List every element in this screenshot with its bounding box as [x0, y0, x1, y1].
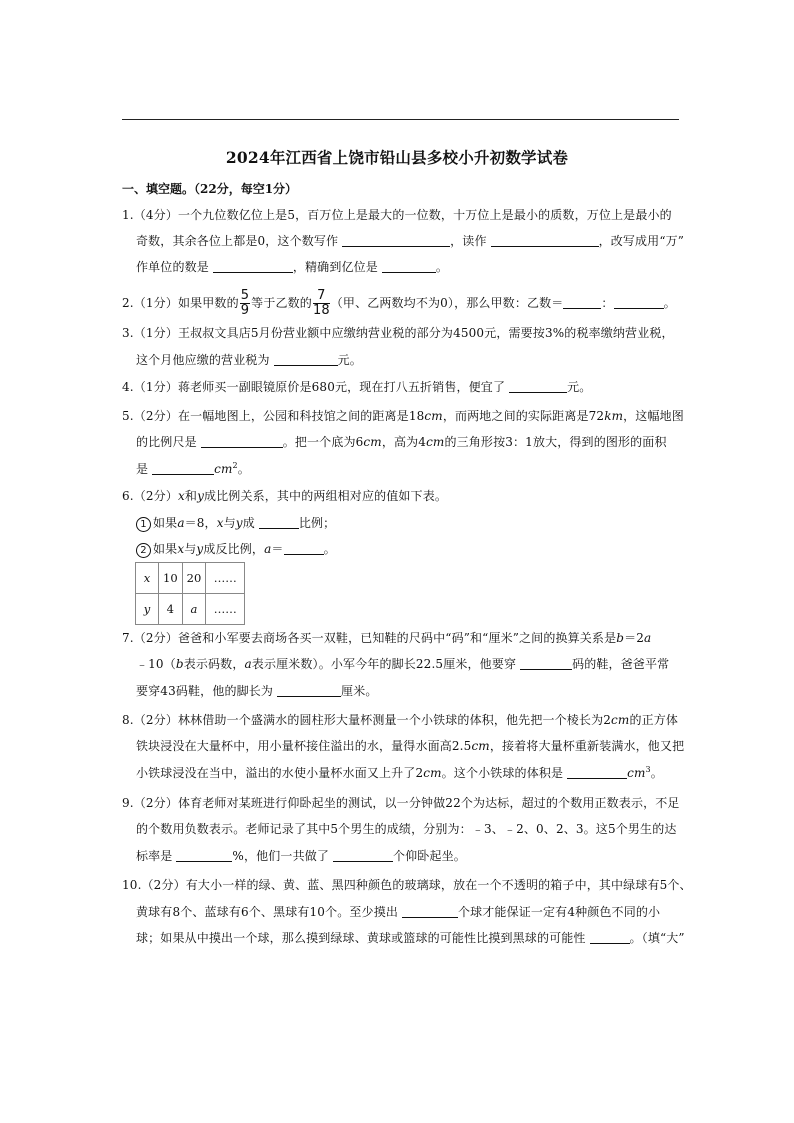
table-row [136, 594, 245, 625]
question-4: 4.（1分）蒋老师买一副眼镜原价是680元，现在打八五折销售，便宜了 元。 [122, 380, 592, 394]
table-cell: a [182, 594, 206, 625]
table-cell: …… [206, 563, 245, 594]
answer-blank[interactable] [274, 353, 338, 366]
answer-blank[interactable] [402, 905, 458, 918]
answer-blank[interactable] [520, 657, 572, 670]
answer-blank[interactable] [563, 296, 601, 309]
question-1-line-2: 奇数，其余各位上都是0，这个数写作 ，读作 ，改写成用“万” [136, 234, 685, 248]
table-cell: …… [206, 594, 245, 625]
question-6-line-1: 6.（2分）x和y成比例关系，其中的两组相对应的值如下表。 [122, 489, 448, 503]
header-rule [122, 119, 679, 120]
question-7-line-1: 7.（2分）爸爸和小军要去商场各买一双鞋，已知鞋的尺码中“码”和“厘米”之间的换算关系是b＝2a [122, 631, 652, 645]
question-10-line-3: 球；如果从中摸出一个球，那么摸到绿球、黄球或篮球的可能性比摸到黑球的可能性 。（填“大” [136, 931, 685, 945]
table-cell: 20 [182, 563, 206, 594]
question-10-line-1: 10.（2分）有大小一样的绿、黄、蓝、黑四种颜色的玻璃球，放在一个不透明的箱子中，其中绿球有5个、 [122, 878, 692, 892]
answer-blank[interactable] [342, 234, 450, 247]
answer-blank[interactable] [213, 260, 293, 273]
question-7-line-3: 要穿43码鞋，他的脚长为 厘米。 [136, 684, 378, 698]
answer-blank[interactable] [284, 542, 324, 555]
question-8-line-1: 8.（2分）林林借助一个盛满水的圆柱形大量杯测量一个小铁球的体积，他先把一个棱长为2cm的正方体 [122, 713, 679, 727]
fraction-5-9: $\frac{5}{9}$ [240, 288, 250, 318]
section-heading: 一、填空题。（22分，每空1分） [122, 182, 298, 196]
table-cell: y [136, 594, 159, 625]
circled-number-2: 2 [136, 543, 151, 558]
question-5-line-2: 的比例尺是 。把一个底为6cm，高为4cm的三角形按3：1放大，得到的图形的面积 [136, 435, 667, 449]
answer-blank[interactable] [176, 849, 232, 862]
table-cell: x [136, 563, 159, 594]
question-1-line-3: 作单位的数是 ，精确到亿位是 。 [136, 260, 449, 274]
answer-blank[interactable] [614, 296, 664, 309]
question-8-line-2: 铁块浸没在大量杯中，用小量杯接住溢出的水，量得水面高2.5cm，接着将大量杯重新装满水，他又把 [136, 739, 685, 753]
answer-blank[interactable] [491, 234, 599, 247]
question-2: 2.（1分）如果甲数的 $\frac{5}{9}$ 等于乙数的 $\frac{7}{18}$ （甲、乙两数均不为0），那么甲数：乙数＝ ： 。 [122, 288, 676, 318]
question-6-sub-1: 1 如果a＝8，x与y成 比例； [136, 515, 335, 532]
answer-blank[interactable] [277, 684, 341, 697]
answer-blank[interactable] [259, 516, 299, 529]
question-9-line-2: 的个数用负数表示。老师记录了其中5个男生的成绩，分别为：﹣3、﹣2、0、2、3。这5个男生的达 [136, 822, 677, 836]
question-1-line-1: 1.（4分）一个九位数亿位上是5，百万位上是最大的一位数，十万位上是最小的质数，万位上是最小的 [122, 208, 672, 222]
answer-blank[interactable] [382, 260, 436, 273]
page-title: 2024年江西省上饶市铅山县多校小升初数学试卷 [225, 148, 569, 167]
answer-blank[interactable] [567, 766, 627, 779]
question-10-line-2: 黄球有8个、蓝球有6个、黑球有10个。至少摸出 个球才能保证一定有4种颜色不同的小 [136, 905, 661, 919]
answer-blank[interactable] [509, 380, 567, 393]
question-5-line-1: 5.（2分）在一幅地图上，公园和科技馆之间的距离是18cm，而两地之间的实际距离是72km，这幅地图 [122, 409, 684, 423]
answer-blank[interactable] [590, 931, 630, 944]
answer-blank[interactable] [152, 462, 214, 475]
question-9-line-3: 标率是 %，他们一共做了 个仰卧起坐。 [136, 849, 466, 863]
xy-value-table [135, 562, 245, 625]
table-cell: 4 [159, 594, 183, 625]
question-7-line-2: ﹣10（b表示码数，a表示厘米数）。小军今年的脚长22.5厘米，他要穿 码的鞋，爸爸平常 [136, 657, 670, 671]
question-8-line-3: 小铁球浸没在当中，溢出的水使小量杯水面又上升了2cm。这个小铁球的体积是 $cm^3$。 [136, 765, 663, 780]
circled-number-1: 1 [136, 517, 151, 532]
question-6-sub-2: 2 如果x与y成反比例，a＝ 。 [136, 541, 336, 558]
table-cell: 10 [159, 563, 183, 594]
question-9-line-1: 9.（2分）体育老师对某班进行仰卧起坐的测试，以一分钟做22个为达标，超过的个数用正数表示，不足 [122, 796, 680, 810]
question-3-line-2: 这个月他应缴的营业税为 元。 [136, 353, 362, 367]
table-row [136, 563, 245, 594]
question-3-line-1: 3.（1分）王叔叔文具店5月份营业额中应缴纳营业税的部分为4500元，需要按3%的税率缴纳营业税， [122, 326, 674, 340]
question-5-line-3: 是 $cm^2$。 [136, 461, 250, 476]
answer-blank[interactable] [333, 849, 393, 862]
fraction-7-18: $\frac{7}{18}$ [312, 288, 330, 318]
answer-blank[interactable] [201, 435, 283, 448]
